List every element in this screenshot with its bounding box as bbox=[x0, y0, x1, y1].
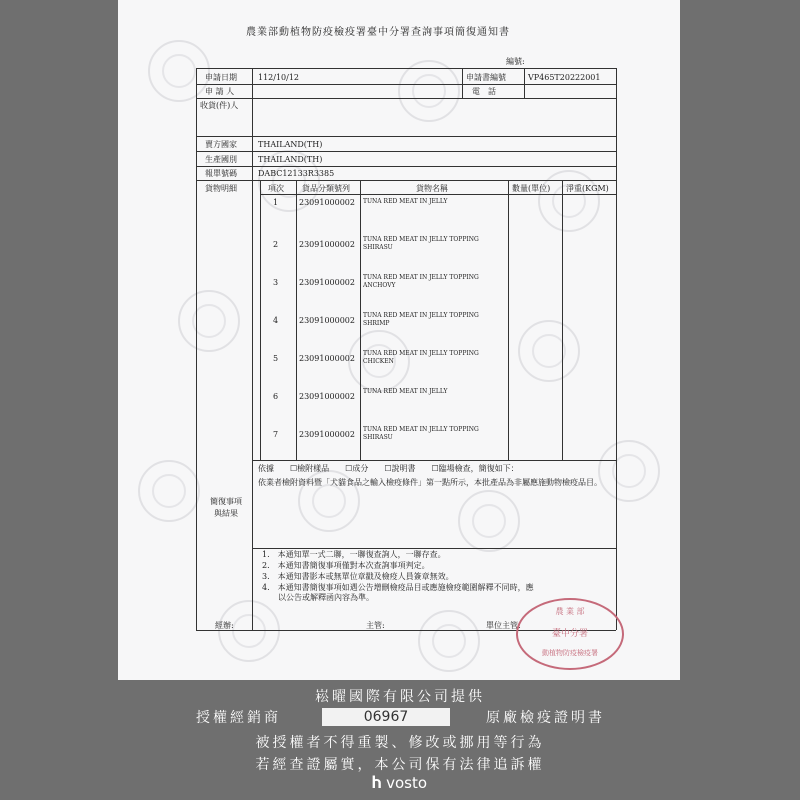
supervisor-label: 主管: bbox=[366, 621, 385, 630]
note-2: 2. 本通知書簡復事項僅對本次查詢事項判定。 bbox=[262, 561, 430, 570]
unit-head-label: 單位主管: bbox=[486, 621, 521, 630]
watermark-icon bbox=[138, 460, 200, 522]
row-line bbox=[196, 180, 616, 181]
goods-row-name: TUNA RED MEAT IN JELLY TOPPING SHIRASU bbox=[363, 236, 479, 251]
receiver-label: 收貨(件)人 bbox=[200, 101, 239, 110]
row-line bbox=[196, 166, 616, 167]
watermark-icon bbox=[458, 490, 520, 552]
goods-row-no: 5 bbox=[273, 354, 279, 363]
goods-row-name: TUNA RED MEAT IN JELLY bbox=[363, 388, 448, 395]
apply-date-value: 112/10/12 bbox=[258, 73, 300, 82]
seller-country-label: 賣方國家 bbox=[205, 140, 237, 149]
goods-row-code: 23091000002 bbox=[299, 198, 355, 207]
origin-country-value: THAILAND(TH) bbox=[258, 155, 323, 164]
goods-header-no: 項次 bbox=[268, 184, 284, 193]
reply-text: 依業者檢附資料暨「犬貓食品之輸入檢疫條件」第一點所示，本批產品為非屬應施動物檢疫品目。 bbox=[258, 478, 602, 487]
watermark-icon bbox=[418, 610, 480, 672]
apply-date-label: 申請日期 bbox=[205, 73, 237, 82]
official-stamp-icon bbox=[516, 598, 624, 670]
application-no-value: VP465T20222001 bbox=[528, 73, 601, 82]
goods-row-no: 6 bbox=[273, 392, 279, 401]
reply-notes-line bbox=[252, 548, 616, 549]
goods-row-code: 23091000002 bbox=[299, 430, 355, 439]
goods-row-code: 23091000002 bbox=[299, 392, 355, 401]
cell-divider bbox=[524, 68, 525, 98]
warning-2: 若經查證屬實，本公司保有法律追訴權 bbox=[255, 757, 545, 773]
goods-row-no: 4 bbox=[273, 316, 279, 325]
goods-row-name: TUNA RED MEAT IN JELLY TOPPING SHRIMP bbox=[363, 312, 479, 327]
declaration-no-value: DABC12133R3385 bbox=[258, 169, 335, 178]
goods-row-no: 1 bbox=[273, 198, 279, 207]
goods-col-line bbox=[508, 180, 509, 460]
brand-name: vosto bbox=[386, 774, 428, 792]
goods-row-code: 23091000002 bbox=[299, 278, 355, 287]
watermark-icon bbox=[518, 320, 580, 382]
brand-mark-icon: Ⴙ bbox=[372, 774, 382, 792]
watermark-icon bbox=[398, 60, 460, 122]
serial-number: 06967 bbox=[322, 708, 450, 726]
goods-row-no: 2 bbox=[273, 240, 279, 249]
seller-country-value: THAILAND(TH) bbox=[258, 140, 323, 149]
watermark-icon bbox=[148, 40, 210, 102]
goods-row-name: TUNA RED MEAT IN JELLY TOPPING CHICKEN bbox=[363, 350, 479, 365]
reply-label: 簡復事項 與結果 bbox=[210, 497, 242, 518]
goods-row-no: 3 bbox=[273, 278, 279, 287]
number-label: 編號: bbox=[506, 57, 525, 66]
goods-header-code: 貨品分類號列 bbox=[302, 184, 350, 193]
goods-header-qty: 數量(單位) bbox=[512, 184, 551, 193]
provider-text: 崧曜國際有限公司提供 bbox=[315, 689, 485, 705]
cell-divider bbox=[462, 68, 463, 98]
watermark-icon bbox=[218, 600, 280, 662]
goods-row-code: 23091000002 bbox=[299, 316, 355, 325]
goods-row-name: TUNA RED MEAT IN JELLY TOPPING SHIRASU bbox=[363, 426, 479, 441]
document-title: 農業部動植物防疫檢疫署臺中分署查詢事項簡復通知書 bbox=[246, 27, 510, 38]
watermark-icon bbox=[598, 440, 660, 502]
reply-basis: 依據 ☐檢附樣品 ☐成分 ☐說明書 ☐臨場檢查，簡復如下： bbox=[258, 464, 519, 473]
goods-row-name: TUNA RED MEAT IN JELLY TOPPING ANCHOVY bbox=[363, 274, 479, 289]
row-line bbox=[196, 136, 616, 137]
applicant-label: 申 請 人 bbox=[205, 87, 235, 96]
goods-col-line bbox=[360, 180, 361, 460]
goods-col-line bbox=[260, 180, 261, 460]
note-1: 1. 本通知單一式二聯，一聯復查詢人，一聯存查。 bbox=[262, 550, 446, 559]
authorized-dealer-label: 授權經銷商 bbox=[196, 710, 281, 726]
warning-1: 被授權者不得重製、修改或挪用等行為 bbox=[255, 735, 545, 751]
table-border bbox=[196, 68, 197, 630]
table-border bbox=[196, 68, 616, 69]
row-line bbox=[196, 84, 616, 85]
goods-col-line bbox=[562, 180, 563, 460]
goods-header-name: 貨物名稱 bbox=[416, 184, 448, 193]
watermark-icon bbox=[178, 290, 240, 352]
application-no-label: 申請書編號 bbox=[466, 73, 506, 82]
origin-country-label: 生產國別 bbox=[205, 155, 237, 164]
note-4: 4. 本通知書簡復事項如遇公告增刪檢疫品目或應施檢疫範圍解釋不同時，應 以公告或解釋函內容為準。 bbox=[262, 583, 534, 602]
goods-header-weight: 淨重(KGM) bbox=[566, 184, 609, 193]
goods-col-line bbox=[296, 180, 297, 460]
goods-row-name: TUNA RED MEAT IN JELLY bbox=[363, 198, 448, 205]
reply-divider bbox=[252, 460, 253, 630]
goods-row-code: 23091000002 bbox=[299, 354, 355, 363]
stamp-line2: 臺中分署 bbox=[551, 629, 588, 639]
sign-label: 經辦: bbox=[215, 621, 234, 630]
goods-header-line bbox=[260, 194, 616, 195]
original-cert-label: 原廠檢疫證明書 bbox=[486, 710, 605, 726]
goods-bottom-line bbox=[252, 460, 616, 461]
stamp-line3: 動植物防疫檢疫署 bbox=[542, 649, 598, 657]
goods-label: 貨物明細 bbox=[205, 184, 237, 193]
declaration-no-label: 報單號碼 bbox=[205, 169, 237, 178]
goods-row-code: 23091000002 bbox=[299, 240, 355, 249]
stamp-line1: 農 業 部 bbox=[555, 607, 585, 616]
row-line bbox=[196, 151, 616, 152]
row-line bbox=[196, 98, 616, 99]
brand-logo bbox=[372, 774, 427, 792]
note-3: 3. 本通知書影本或無單位章戳及檢疫人員簽章無效。 bbox=[262, 572, 454, 581]
phone-label: 電 話 bbox=[472, 87, 496, 96]
table-border bbox=[616, 68, 617, 630]
goods-row-no: 7 bbox=[273, 430, 279, 439]
